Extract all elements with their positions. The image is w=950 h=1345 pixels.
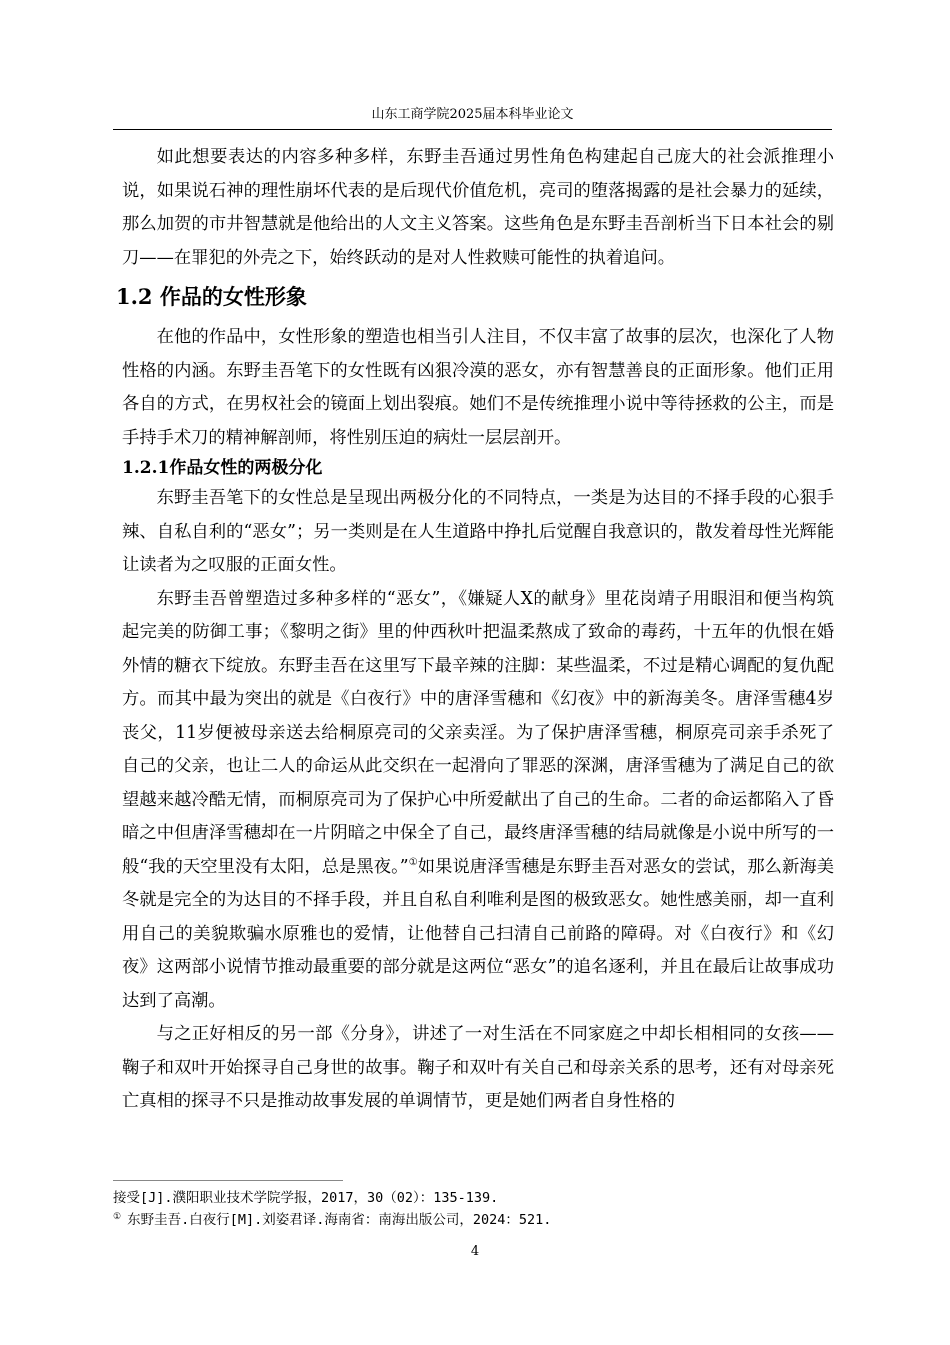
footnote-1 bbox=[113, 1209, 833, 1231]
footnote-1-text: 东野圭吾.白夜行[M].刘姿君译.海南省：南海出版公司，2024：521. bbox=[127, 1212, 552, 1228]
paragraph-4-part-b: 如果说唐泽雪穗是东野圭吾对恶女的尝试，那么新海美冬就是完全的为达目的不择手段，并且自私自利唯利是图的极致恶女。她性感美丽，却一直利用自己的美貌欺骗水原雅也的爱情，让他替自己扫清自己前路的障碍。对《白夜行》和《幻夜》这两部小说情节推动最重要的部分就是这两位“恶女”的追名逐利，并且在最后让故事成功达到了高潮。 bbox=[122, 856, 834, 1011]
paragraph-4 bbox=[122, 583, 834, 1019]
footnote-continuation: 接受[J].濮阳职业技术学院学报，2017，30（02）：135-139. bbox=[113, 1190, 499, 1206]
footnote-mark: ① bbox=[113, 1211, 122, 1222]
paragraph-5: 与之正好相反的另一部《分身》，讲述了一对生活在不同家庭之中却长相相同的女孩——鞠子和双叶开始探寻自己身世的故事。鞠子和双叶有关自己和母亲关系的思考，还有对母亲死亡真相的探寻不只是推动故事发展的单调情节，更是她们两者自身性格的 bbox=[122, 1024, 834, 1111]
subsection-heading: 1.2.1作品女性的两极分化 bbox=[122, 458, 323, 478]
paragraph-3: 东野圭吾笔下的女性总是呈现出两极分化的不同特点，一类是为达目的不择手段的心狠手辣、自私自利的“恶女”；另一类则是在人生道路中挣扎后觉醒自我意识的，散发着母性光辉能让读者为之叹服的正面女性。 bbox=[122, 488, 834, 575]
paragraph-2: 在他的作品中，女性形象的塑造也相当引人注目，不仅丰富了故事的层次，也深化了人物性格的内涵。东野圭吾笔下的女性既有凶狠冷漠的恶女，亦有智慧善良的正面形象。他们正用各自的方式，在男权社会的镜面上划出裂痕。她们不是传统推理小说中等待拯救的公主，而是手持手术刀的精神解剖师，将性别压迫的病灶一层层剖开。 bbox=[122, 327, 834, 448]
section-heading: 1.2 作品的女性形象 bbox=[116, 284, 307, 309]
footnote-rule bbox=[113, 1180, 343, 1181]
paragraph-1: 如此想要表达的内容多种多样，东野圭吾通过男性角色构建起自己庞大的社会派推理小说，如果说石神的理性崩坏代表的是后现代价值危机，亮司的堕落揭露的是社会暴力的延续，那么加贺的市井智慧就是他给出的人文主义答案。这些角色是东野圭吾剖析当下日本社会的剔刀——在罪犯的外壳之下，始终跃动的是对人性救赎可能性的执着追问。 bbox=[122, 147, 834, 268]
body-text bbox=[116, 141, 834, 1119]
header-rule bbox=[113, 129, 832, 130]
footnote-reference[interactable]: ① bbox=[408, 856, 418, 868]
page-number: 4 bbox=[470, 1244, 480, 1259]
paragraph-4-part-a: 东野圭吾曾塑造过多种多样的“恶女”，《嫌疑人X的献身》里花岗靖子用眼泪和便当构筑起完美的防御工事；《黎明之街》里的仲西秋叶把温柔熬成了致命的毒药，十五年的仇恨在婚外情的糖衣下绽放。东野圭吾在这里写下最辛辣的注脚：某些温柔，不过是精心调配的复仇配方。而其中最为突出的就是《白夜行》中的唐泽雪穗和《幻夜》中的新海美冬。唐泽雪穗4岁丧父，11岁便被母亲送去给桐原亮司的父亲卖淫。为了保护唐泽雪穗，桐原亮司亲手杀死了自己的父亲，也让二人的命运从此交织在一起滑向了罪恶的深渊，唐泽雪穗为了满足自己的欲望越来越冷酷无情，而桐原亮司为了保护心中所爱献出了自己的生命。二者的命运都陷入了昏暗之中但唐泽雪穗却在一片阴暗之中保全了自己，最终唐泽雪穗的结局就像是小说中所写的一般“我的天空里没有太阳，总是黑夜。” bbox=[122, 588, 834, 877]
running-header: 山东工商学院2025届本科毕业论文 bbox=[371, 107, 574, 122]
footnotes bbox=[113, 1187, 833, 1231]
